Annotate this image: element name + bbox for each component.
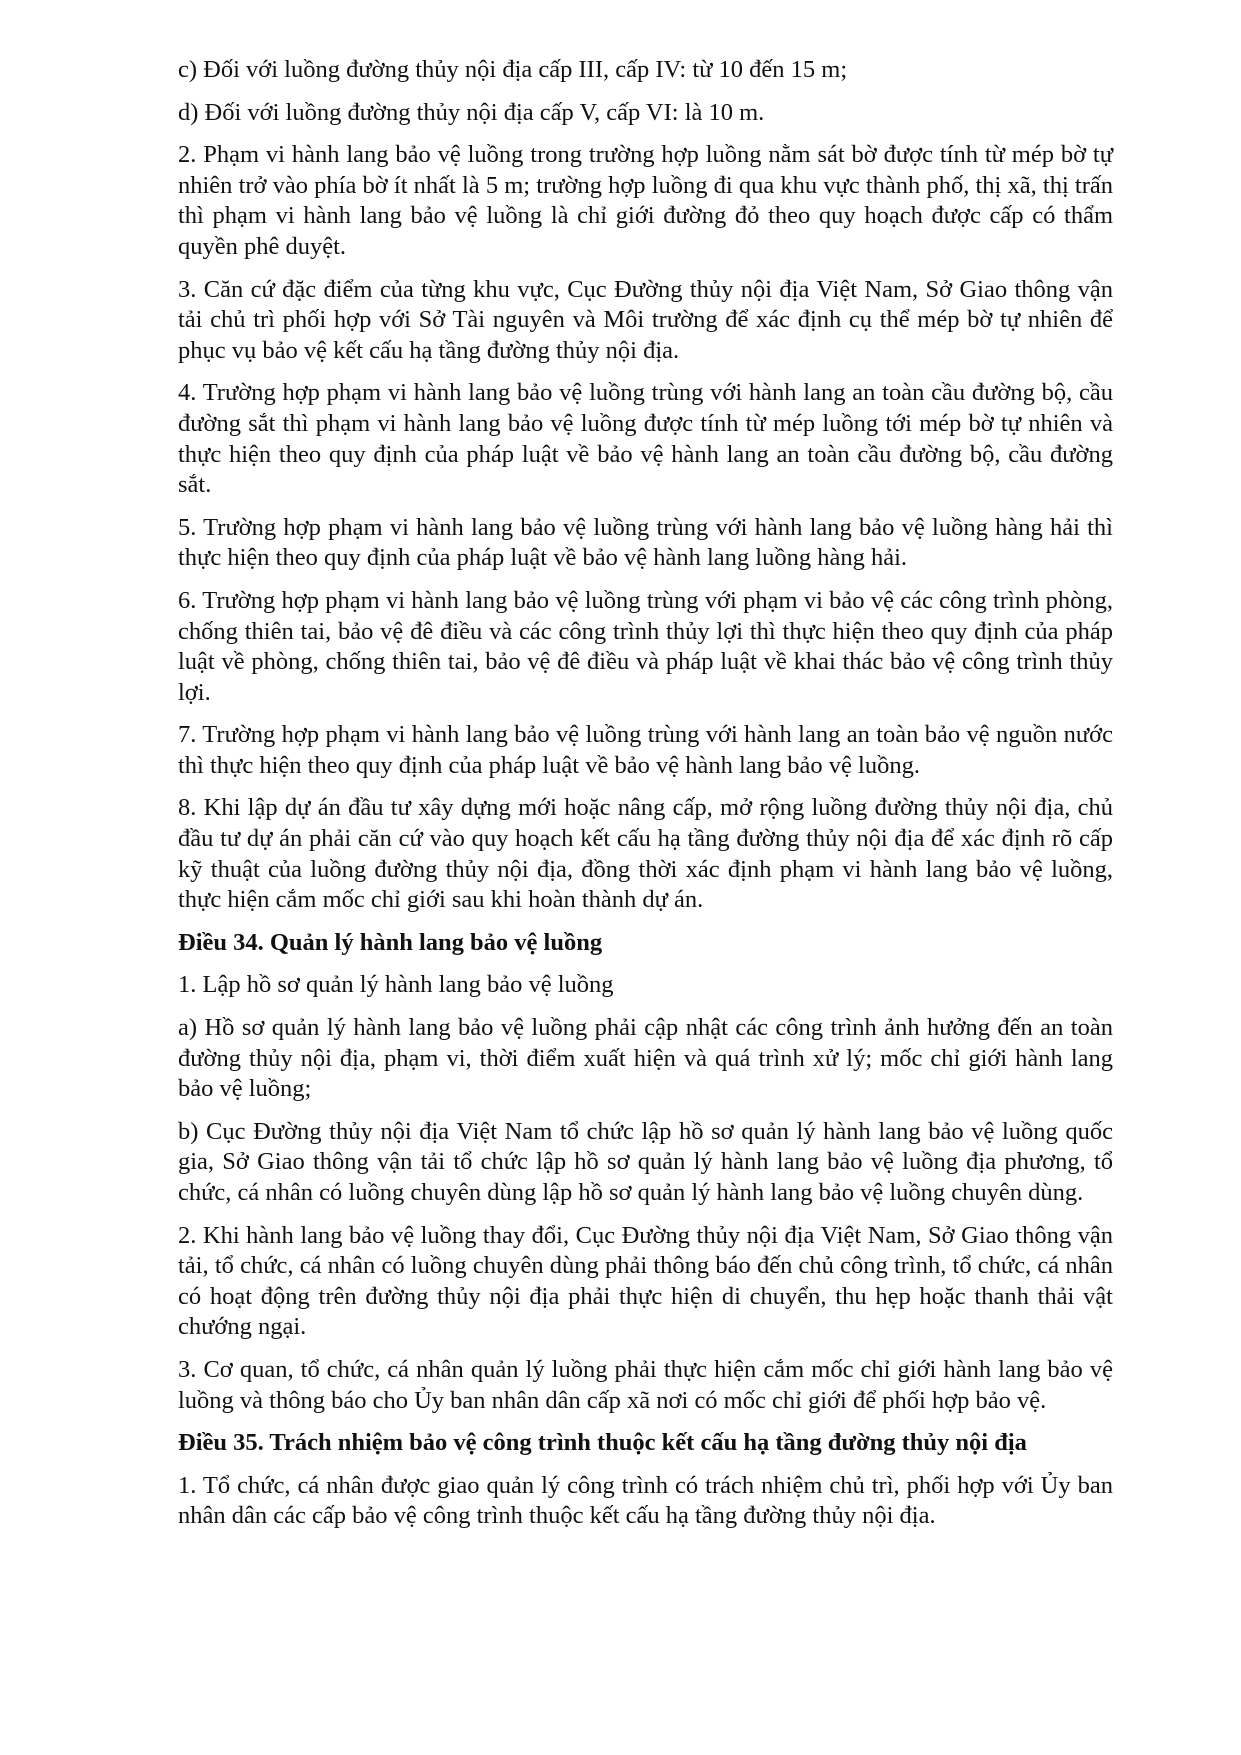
article-34-item-a: a) Hồ sơ quản lý hành lang bảo vệ luồng phải cập nhật các công trình ảnh hưởng đến an toàn đường thủy nội địa, phạm vi, thời điểm xuất hiện và quá trình xử lý; mốc chỉ giới hành lang bảo vệ luồng;	[178, 1014, 1113, 1103]
paragraph-clause-2: 2. Phạm vi hành lang bảo vệ luồng trong trường hợp luồng nằm sát bờ được tính từ mép bờ tự nhiên trở vào phía bờ ít nhất là 5 m; trường hợp luồng đi qua khu vực thành phố, thị xã, thị trấn thì phạm vi hành lang bảo vệ luồng là chỉ giới đường đỏ theo quy hoạch được cấp có thẩm quyền phê duyệt.	[178, 141, 1113, 260]
paragraph-item-d: d) Đối với luồng đường thủy nội địa cấp V, cấp VI: là 10 m.	[178, 98, 765, 126]
paragraph-clause-3: 3. Căn cứ đặc điểm của từng khu vực, Cục Đường thủy nội địa Việt Nam, Sở Giao thông vận tải chủ trì phối hợp với Sở Tài nguyên và Môi trường để xác định cụ thể mép bờ tự nhiên để phục vụ bảo vệ kết cấu hạ tầng đường thủy nội địa.	[178, 275, 1113, 364]
article-34-clause-3: 3. Cơ quan, tổ chức, cá nhân quản lý luồng phải thực hiện cắm mốc chỉ giới hành lang bảo vệ luồng và thông báo cho Ủy ban nhân dân cấp xã nơi có mốc chỉ giới để phối hợp bảo vệ.	[178, 1355, 1113, 1414]
article-34-item-b: b) Cục Đường thủy nội địa Việt Nam tổ chức lập hồ sơ quản lý hành lang bảo vệ luồng quốc gia, Sở Giao thông vận tải tổ chức lập hồ sơ quản lý hành lang bảo vệ luồng địa phương, tổ chức, cá nhân có luồng chuyên dùng lập hồ sơ quản lý hành lang bảo vệ luồng chuyên dùng.	[178, 1117, 1113, 1206]
article-35-clause-1: 1. Tổ chức, cá nhân được giao quản lý công trình có trách nhiệm chủ trì, phối hợp với Ủy ban nhân dân các cấp bảo vệ công trình thuộc kết cấu hạ tầng đường thủy nội địa.	[178, 1471, 1113, 1530]
paragraph-item-c: c) Đối với luồng đường thủy nội địa cấp III, cấp IV: từ 10 đến 15 m;	[178, 56, 848, 83]
article-34-clause-1: 1. Lập hồ sơ quản lý hành lang bảo vệ luồng	[178, 971, 614, 999]
article-34-clause-2: 2. Khi hành lang bảo vệ luồng thay đổi, Cục Đường thủy nội địa Việt Nam, Sở Giao thông vận tải, tổ chức, cá nhân có luồng chuyên dùng phải thông báo đến chủ công trình, tổ chức, cá nhân có hoạt động trên đường thủy nội địa phải thực hiện di chuyển, thu hẹp hoặc thanh thải vật chướng ngại.	[178, 1221, 1113, 1341]
article-34-heading: Điều 34. Quản lý hành lang bảo vệ luồng	[178, 928, 603, 956]
paragraph-clause-5: 5. Trường hợp phạm vi hành lang bảo vệ luồng trùng với hành lang bảo vệ luồng hàng hải thì thực hiện theo quy định của pháp luật về bảo vệ hành lang luồng hàng hải.	[178, 513, 1113, 572]
paragraph-clause-6: 6. Trường hợp phạm vi hành lang bảo vệ luồng trùng với phạm vi bảo vệ các công trình phòng, chống thiên tai, bảo vệ đê điều và các công trình thủy lợi thì thực hiện theo quy định của pháp luật về phòng, chống thiên tai, bảo vệ đê điều và pháp luật về khai thác bảo vệ công trình thủy lợi.	[178, 586, 1113, 706]
paragraph-clause-4: 4. Trường hợp phạm vi hành lang bảo vệ luồng trùng với hành lang an toàn cầu đường bộ, cầu đường sắt thì phạm vi hành lang bảo vệ luồng được tính từ mép luồng tới mép bờ tự nhiên và thực hiện theo quy định của pháp luật về bảo vệ hành lang an toàn cầu đường bộ, cầu đường sắt.	[178, 379, 1113, 499]
paragraph-clause-7: 7. Trường hợp phạm vi hành lang bảo vệ luồng trùng với hành lang an toàn bảo vệ nguồn nước thì thực hiện theo quy định của pháp luật về bảo vệ hành lang bảo vệ luồng.	[178, 721, 1113, 779]
paragraph-clause-8: 8. Khi lập dự án đầu tư xây dựng mới hoặc nâng cấp, mở rộng luồng đường thủy nội địa, chủ đầu tư dự án phải căn cứ vào quy hoạch kết cấu hạ tầng đường thủy nội địa để xác định rõ cấp kỹ thuật của luồng đường thủy nội địa, đồng thời xác định phạm vi hành lang bảo vệ luồng, thực hiện cắm mốc chỉ giới sau khi hoàn thành dự án.	[178, 794, 1113, 914]
article-35-heading: Điều 35. Trách nhiệm bảo vệ công trình thuộc kết cấu hạ tầng đường thủy nội địa	[178, 1429, 1027, 1457]
